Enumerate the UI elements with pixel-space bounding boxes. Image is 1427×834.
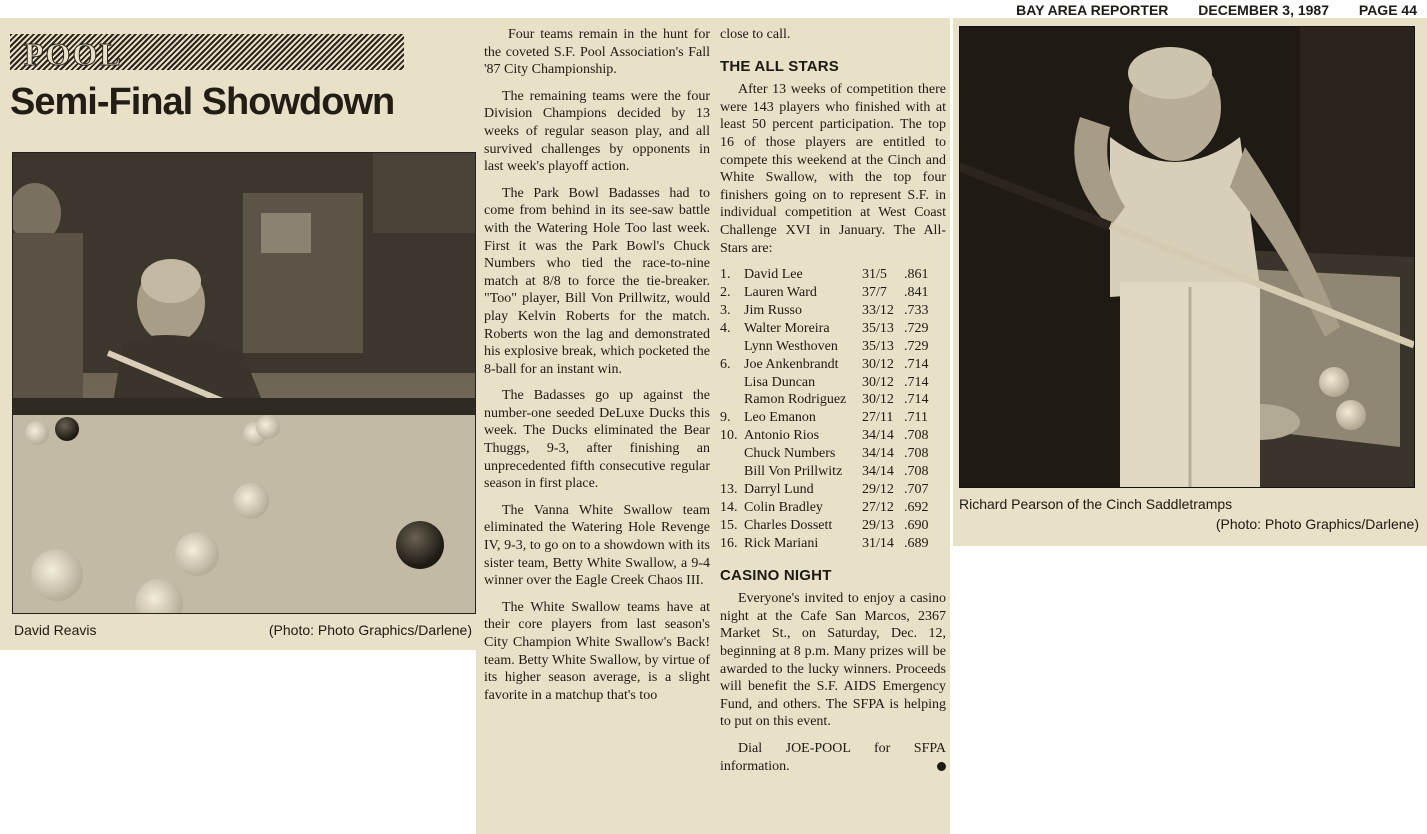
allstar-row xyxy=(720,409,936,427)
allstar-name: Ramon Rodriguez xyxy=(744,392,847,408)
allstar-row xyxy=(720,320,936,338)
page-title: Semi-Final Showdown xyxy=(10,81,395,123)
allstar-name: Walter Moreira xyxy=(744,320,830,336)
allstar-record: 30/12 xyxy=(862,392,894,408)
allstar-rank: 13. xyxy=(720,482,738,497)
article-paragraph: close to call. xyxy=(720,27,791,42)
allstar-average: .708 xyxy=(904,446,929,462)
article-paragraph: The remaining teams were the four Division Champions decided by 13 weeks of regular season play, and all survived challenges by opponents in last week's playoff action. xyxy=(484,88,710,175)
article-paragraph: The Badasses go up against the number-one seeded DeLuxe Ducks this week. The Ducks eliminated the Bear Thuggs, 9-3, after finishing an unprecedented fifth consecutive regular season in first place. xyxy=(484,388,710,492)
allstar-average: .708 xyxy=(904,428,929,444)
allstar-average: .711 xyxy=(904,410,928,426)
allstar-row xyxy=(720,302,936,320)
allstar-average: .689 xyxy=(904,535,929,551)
allstar-name: Lauren Ward xyxy=(744,285,817,301)
allstar-row xyxy=(720,338,936,356)
allstar-rank xyxy=(720,445,744,463)
section-label: POOL xyxy=(24,36,123,72)
article-paragraph: The Vanna White Swallow team eliminated the Watering Hole Revenge IV, 9-3, to go on to a showdown with its sister team, Betty White Swallow, a 9-4 winner over the Eagle Creek Chaos III. xyxy=(484,502,710,589)
allstar-record: 34/14 xyxy=(862,446,894,462)
photo-illustration xyxy=(13,153,475,613)
caption-credit: (Photo: Photo Graphics/Darlene) xyxy=(1215,516,1419,532)
allstar-record: 35/13 xyxy=(862,320,894,336)
allstar-rank: 9. xyxy=(720,410,731,426)
allstar-average: .729 xyxy=(904,320,929,336)
allstar-row xyxy=(720,463,936,481)
allstar-record: 34/14 xyxy=(862,428,894,444)
allstar-rank: 3. xyxy=(720,302,731,318)
allstar-name: Jim Russo xyxy=(744,302,802,318)
section-banner xyxy=(10,34,404,70)
allstar-row xyxy=(720,499,936,517)
allstar-average: .733 xyxy=(904,302,929,318)
allstar-average: .708 xyxy=(904,464,929,480)
allstar-rank xyxy=(720,338,744,356)
allstar-rank: 14. xyxy=(720,499,738,515)
closing-paragraph xyxy=(720,740,946,775)
allstar-row xyxy=(720,481,936,499)
allstar-row xyxy=(720,356,936,374)
casino-paragraph: Everyone's invited to enjoy a casino night at the Cafe San Marcos, 2367 Market St., on Saturday, Dec. 12, beginning at 8 p.m. Many prizes will be awarded to the lucky winners. Proceeds will benefit the S.F. AIDS Emergency Fund, and others. The SFPA is helping to put on this event. xyxy=(720,591,946,730)
allstar-rank xyxy=(720,374,744,392)
allstar-average: .714 xyxy=(904,356,929,372)
allstar-record: 30/12 xyxy=(862,356,894,372)
allstar-rank: 6. xyxy=(720,356,731,372)
allstar-record: 35/13 xyxy=(862,338,894,354)
allstar-average: .692 xyxy=(904,499,929,515)
allstar-average: .861 xyxy=(904,267,929,283)
caption-credit: (Photo: Photo Graphics/Darlene) xyxy=(268,622,472,638)
allstars-intro: After 13 weeks of competition there were 143 players who finished with at least 50 percent participation. The top 16 of those players are entitled to compete this weekend at the Cinch and White Swallow, with the top four finishers going on to represent S.F. in individual competition at West Coast Challenge XVI in January. The All-Stars are: xyxy=(720,82,946,256)
article-paragraph: The White Swallow teams have at their core players from last season's City Champion White Swallow's Back! team. Betty White Swallow, by virtue of its higher season average, is a slight favorite in a matchup that's too xyxy=(484,599,710,703)
article-paragraph: Four teams remain in the hunt for the coveted S.F. Pool Association's Fall '87 City Championship. xyxy=(484,27,710,78)
headline-clipping xyxy=(0,18,476,650)
pool-player-photo xyxy=(12,152,476,614)
article-column-1 xyxy=(484,26,710,713)
allstar-name: Colin Bradley xyxy=(744,499,823,515)
allstar-rank: 16. xyxy=(720,535,738,551)
allstar-row xyxy=(720,391,936,409)
allstar-name: Chuck Numbers xyxy=(744,446,836,462)
allstar-average: .729 xyxy=(904,338,929,354)
allstar-row xyxy=(720,427,936,445)
page-number: PAGE 44 xyxy=(1358,2,1417,18)
allstars-table xyxy=(720,266,936,553)
allstar-name: Bill Von Prillwitz xyxy=(744,464,843,480)
allstar-rank: 1. xyxy=(720,267,731,283)
caption-subject: David Reavis xyxy=(14,622,97,638)
allstar-average: .841 xyxy=(904,285,929,301)
allstar-name: Rick Mariani xyxy=(744,535,819,551)
allstar-average: .714 xyxy=(904,374,929,390)
allstar-rank: 4. xyxy=(720,320,731,336)
allstar-record: 29/12 xyxy=(862,482,894,497)
allstar-record: 29/13 xyxy=(862,517,894,533)
allstar-record: 27/12 xyxy=(862,499,894,515)
allstar-record: 31/5 xyxy=(862,267,887,283)
publication-name: BAY AREA REPORTER xyxy=(1016,2,1169,18)
allstar-record: 33/12 xyxy=(862,302,894,318)
article-paragraph: The Park Bowl Badasses had to come from behind in its see-saw battle with the Watering Hole Too last week. First it was the Park Bowl's Chuck Numbers who tied the race-to-nine match at 8/8 to force the tie-breaker. "Too" player, Bill Von Prillwitz, would play Kelvin Roberts for the match. Roberts won the lag and demonstrated his explosive break, which pocketed the 8-ball for an instant win. xyxy=(484,185,710,377)
allstar-record: 27/11 xyxy=(862,410,894,426)
allstar-row xyxy=(720,284,936,302)
allstar-rank xyxy=(720,391,744,409)
allstar-rank: 15. xyxy=(720,517,738,533)
allstar-rank: 2. xyxy=(720,285,731,301)
allstar-name: Lisa Duncan xyxy=(744,374,816,390)
allstar-record: 30/12 xyxy=(862,374,894,390)
photo-clipping xyxy=(953,18,1427,546)
caption-subject: Richard Pearson of the Cinch Saddletramps xyxy=(959,496,1233,512)
allstar-row xyxy=(720,535,936,553)
allstar-row xyxy=(720,517,936,535)
allstar-name: Charles Dossett xyxy=(744,517,833,533)
allstar-name: Lynn Westhoven xyxy=(744,338,838,354)
allstar-rank xyxy=(720,463,744,481)
allstar-average: .707 xyxy=(904,482,929,497)
photo-illustration xyxy=(960,27,1414,487)
allstar-average: .714 xyxy=(904,392,929,408)
allstar-record: 34/14 xyxy=(862,464,894,480)
allstar-record: 37/7 xyxy=(862,285,887,301)
allstar-row xyxy=(720,374,936,392)
allstar-name: Leo Emanon xyxy=(744,410,816,426)
closing-text: Dial JOE-POOL for SFPA information. xyxy=(720,740,946,774)
end-mark-icon xyxy=(937,762,946,771)
article-body xyxy=(476,18,950,834)
casino-heading: CASINO NIGHT xyxy=(720,566,832,584)
allstar-row xyxy=(720,445,936,463)
allstar-name: David Lee xyxy=(744,267,803,283)
allstar-rank: 10. xyxy=(720,428,738,444)
allstars-heading: THE ALL STARS xyxy=(720,57,839,75)
allstar-name: Antonio Rios xyxy=(744,428,820,444)
allstar-name: Darryl Lund xyxy=(744,482,814,497)
allstar-row xyxy=(720,266,936,284)
pool-player-photo xyxy=(959,26,1415,488)
article-column-2 xyxy=(720,26,946,784)
allstar-record: 31/14 xyxy=(862,535,894,551)
photo-caption xyxy=(12,620,474,644)
issue-date: DECEMBER 3, 1987 xyxy=(1198,2,1329,18)
photo-caption xyxy=(959,494,1419,534)
allstar-average: .690 xyxy=(904,517,929,533)
allstar-name: Joe Ankenbrandt xyxy=(744,356,839,372)
